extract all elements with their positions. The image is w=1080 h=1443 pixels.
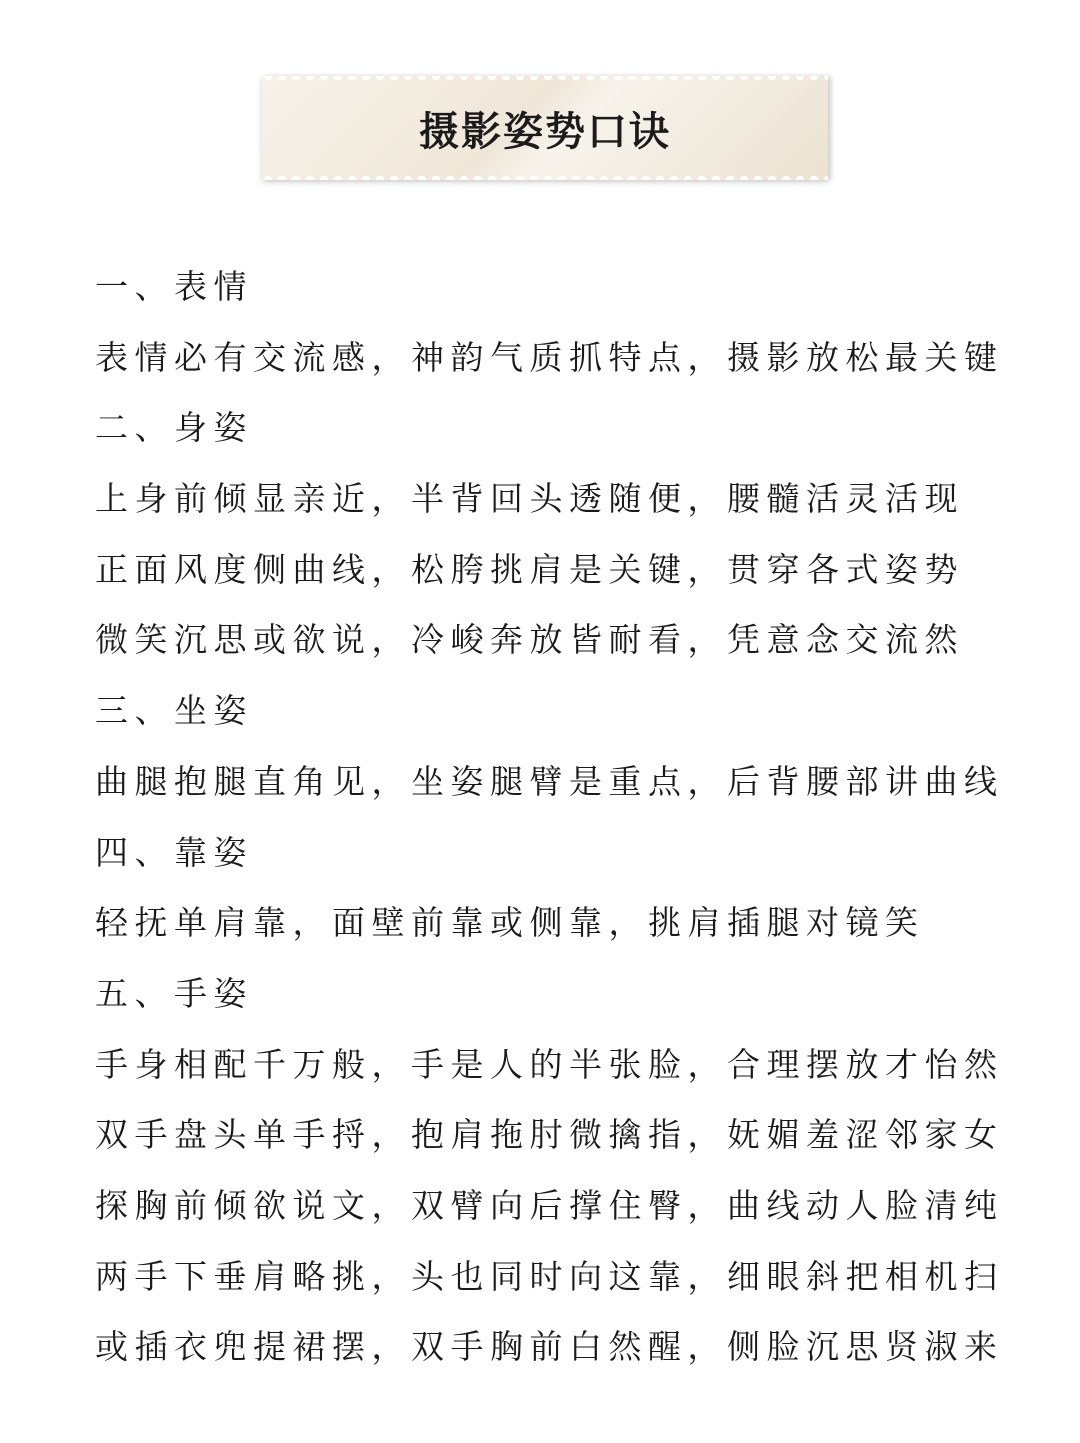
section-heading-hand-pose: 五、手姿 <box>95 973 253 1013</box>
text-line: 两手下垂肩略挑，头也同时向这靠，细眼斜把相机扫 <box>95 1256 1004 1296</box>
text-line: 表情必有交流感，神韵气质抓特点，摄影放松最关键 <box>95 337 1004 377</box>
text-line: 微笑沉思或欲说，冷峻奔放皆耐看，凭意念交流然 <box>95 620 964 660</box>
title-card <box>262 76 828 180</box>
text-line: 曲腿抱腿直角见，坐姿腿臂是重点，后背腰部讲曲线 <box>95 761 1004 801</box>
text-line: 或插衣兜提裙摆，双手胸前白然醒，侧脸沉思贤淑来 <box>95 1327 1004 1367</box>
text-line: 正面风度侧曲线，松胯挑肩是关键，贯穿各式姿势 <box>95 549 964 589</box>
section-heading-leaning-pose: 四、靠姿 <box>95 832 253 872</box>
text-line: 探胸前倾欲说文，双臂向后撑住臀，曲线动人脸清纯 <box>95 1185 1004 1225</box>
text-line: 手身相配千万般，手是人的半张脸，合理摆放才怡然 <box>95 1044 1004 1084</box>
poem-body <box>95 252 1004 1383</box>
text-line: 双手盘头单手捋，抱肩拖肘微擒指，妩媚羞涩邻家女 <box>95 1115 1004 1155</box>
section-heading-body-pose: 二、身姿 <box>95 408 253 448</box>
section-heading-expression: 一、表情 <box>95 267 253 306</box>
section-heading-sitting-pose: 三、坐姿 <box>95 691 253 731</box>
text-line: 上身前倾显亲近，半背回头透随便，腰髓活灵活现 <box>95 479 964 519</box>
page-title: 摄影姿势口诀 <box>419 108 671 155</box>
text-line: 轻抚单肩靠，面壁前靠或侧靠，挑肩插腿对镜笑 <box>95 903 925 943</box>
